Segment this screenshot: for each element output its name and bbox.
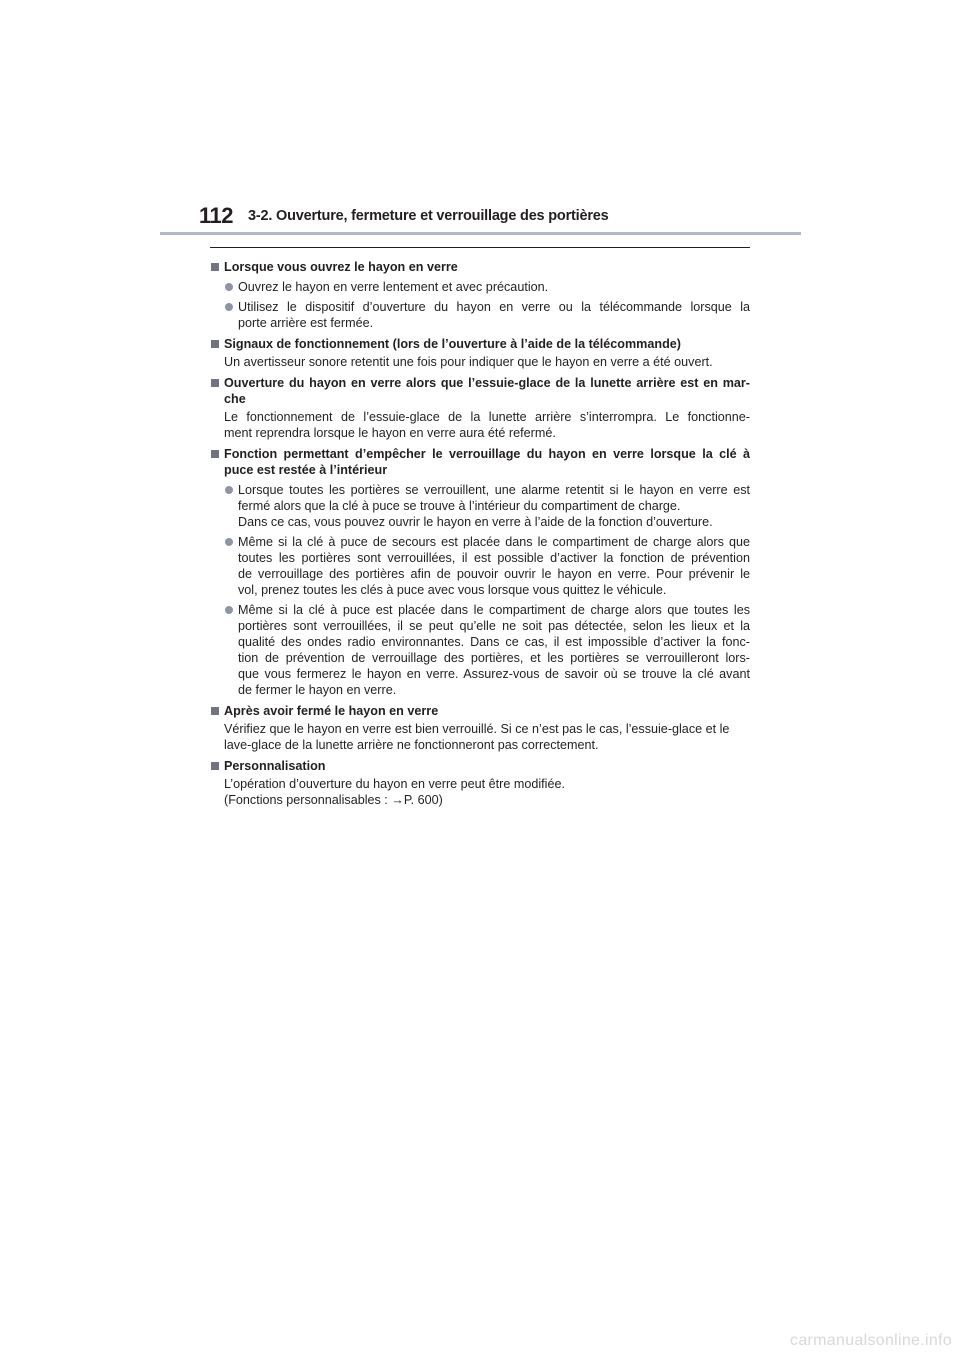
text-line: Même si la clé à puce de secours est placée dans le compartiment de charge alors que <box>238 535 750 549</box>
list-item <box>210 534 750 598</box>
square-bullet-icon <box>211 340 219 348</box>
section-wiper-operating <box>210 375 750 441</box>
section-customization <box>210 758 750 808</box>
text-line: portières sont verrouillées, il se peut qu’elle ne soit pas détectée, selon les lieux et la <box>238 619 750 633</box>
text-line: toutes les portières sont verrouillées, il est possible d’activer la fonction de prévention <box>238 551 750 565</box>
text-line: Lorsque toutes les portières se verrouillent, une alarme retentit si le hayon en verre est <box>238 483 750 497</box>
section-opening-glass-hatch <box>210 259 750 331</box>
section-heading-text: Ouverture du hayon en verre alors que l’essuie-glace de la lunette arrière est en mar- <box>224 376 750 390</box>
section-heading <box>210 336 750 352</box>
text-line: que vous fermerez le hayon en verre. Assurez-vous de savoir où se trouve la clé avant <box>238 667 750 681</box>
round-bullet-icon <box>225 486 233 494</box>
text-line: ment reprendra lorsque le hayon en verre aura été refermé. <box>224 426 556 440</box>
square-bullet-icon <box>211 379 219 387</box>
paragraph <box>210 354 750 370</box>
section-operation-signals <box>210 336 750 370</box>
round-bullet-icon <box>225 606 233 614</box>
text-line: lave-glace de la lunette arrière ne fonctionneront pas correctement. <box>224 738 599 752</box>
section-heading <box>210 446 750 478</box>
page-content <box>210 259 750 813</box>
text-line: Ouvrez le hayon en verre lentement et avec précaution. <box>238 280 549 294</box>
page-header <box>0 0 960 240</box>
page-reference-link[interactable]: (Fonctions personnalisables : →P. 600) <box>224 793 443 807</box>
paragraph <box>210 721 750 753</box>
section-heading-text: Après avoir fermé le hayon en verre <box>224 704 439 718</box>
text-line: qualité des ondes radio environnantes. Dans ce cas, il est impossible d’activer la fonc- <box>238 635 750 649</box>
text-line: porte arrière est fermée. <box>238 316 374 330</box>
section-heading <box>210 703 750 719</box>
section-key-lock-prevention <box>210 446 750 698</box>
round-bullet-icon <box>225 303 233 311</box>
round-bullet-icon <box>225 538 233 546</box>
round-bullet-icon <box>225 283 233 291</box>
text-line: Le fonctionnement de l’essuie-glace de la lunette arrière s’interrompra. Le fonctionne- <box>224 410 750 424</box>
text-line: tion de prévention de verrouillage des portières, et les portières se verrouilleront lors- <box>238 651 750 665</box>
section-heading-text: Signaux de fonctionnement (lors de l’ouverture à l’aide de la télécommande) <box>224 337 681 351</box>
top-rule <box>210 247 750 248</box>
square-bullet-icon <box>211 450 219 458</box>
section-after-closing <box>210 703 750 753</box>
text-line: vol, prenez toutes les clés à puce avec vous lorsque vous quittez le véhicule. <box>238 583 667 597</box>
section-heading-text: puce est restée à l’intérieur <box>224 463 388 477</box>
list-item <box>210 299 750 331</box>
text-line: fermé alors que la clé à puce se trouve à l’intérieur du compartiment de charge. <box>238 499 681 513</box>
text-line: L’opération d’ouverture du hayon en verre peut être modifiée. <box>224 777 565 791</box>
list-item <box>210 602 750 698</box>
text-line: Même si la clé à puce est placée dans le compartiment de charge alors que toutes les <box>238 603 750 617</box>
text-line: de fermer le hayon en verre. <box>238 683 397 697</box>
section-heading <box>210 375 750 407</box>
square-bullet-icon <box>211 707 219 715</box>
section-title: 3-2. Ouverture, fermeture et verrouillage des portières <box>248 208 609 224</box>
list-item <box>210 279 750 295</box>
text-line: de verrouillage des portières afin de pouvoir ouvrir le hayon en verre. Pour prévenir le <box>238 567 750 581</box>
section-heading-text: Lorsque vous ouvrez le hayon en verre <box>224 260 458 274</box>
square-bullet-icon <box>211 762 219 770</box>
text-line: Dans ce cas, vous pouvez ouvrir le hayon en verre à l’aide de la fonction d’ouverture. <box>238 515 713 529</box>
text-line: Utilisez le dispositif d’ouverture du hayon en verre ou la télécommande lorsque la <box>238 300 750 314</box>
list-item <box>210 482 750 530</box>
square-bullet-icon <box>211 263 219 271</box>
section-heading-text: Personnalisation <box>224 759 326 773</box>
page-number: 112 <box>199 203 233 228</box>
section-heading <box>210 259 750 275</box>
text-line: Un avertisseur sonore retentit une fois pour indiquer que le hayon en verre a été ouvert. <box>224 355 713 369</box>
text-line: Vérifiez que le hayon en verre est bien verrouillé. Si ce n’est pas le cas, l’essuie-glace et le <box>224 722 730 736</box>
section-heading <box>210 758 750 774</box>
section-heading-text: che <box>224 392 246 406</box>
paragraph <box>210 776 750 808</box>
watermark: carmanualsonline.info <box>790 1332 952 1349</box>
section-heading-text: Fonction permettant d’empêcher le verrouillage du hayon en verre lorsque la clé à <box>224 447 750 461</box>
paragraph <box>210 409 750 441</box>
header-bar <box>160 232 801 235</box>
